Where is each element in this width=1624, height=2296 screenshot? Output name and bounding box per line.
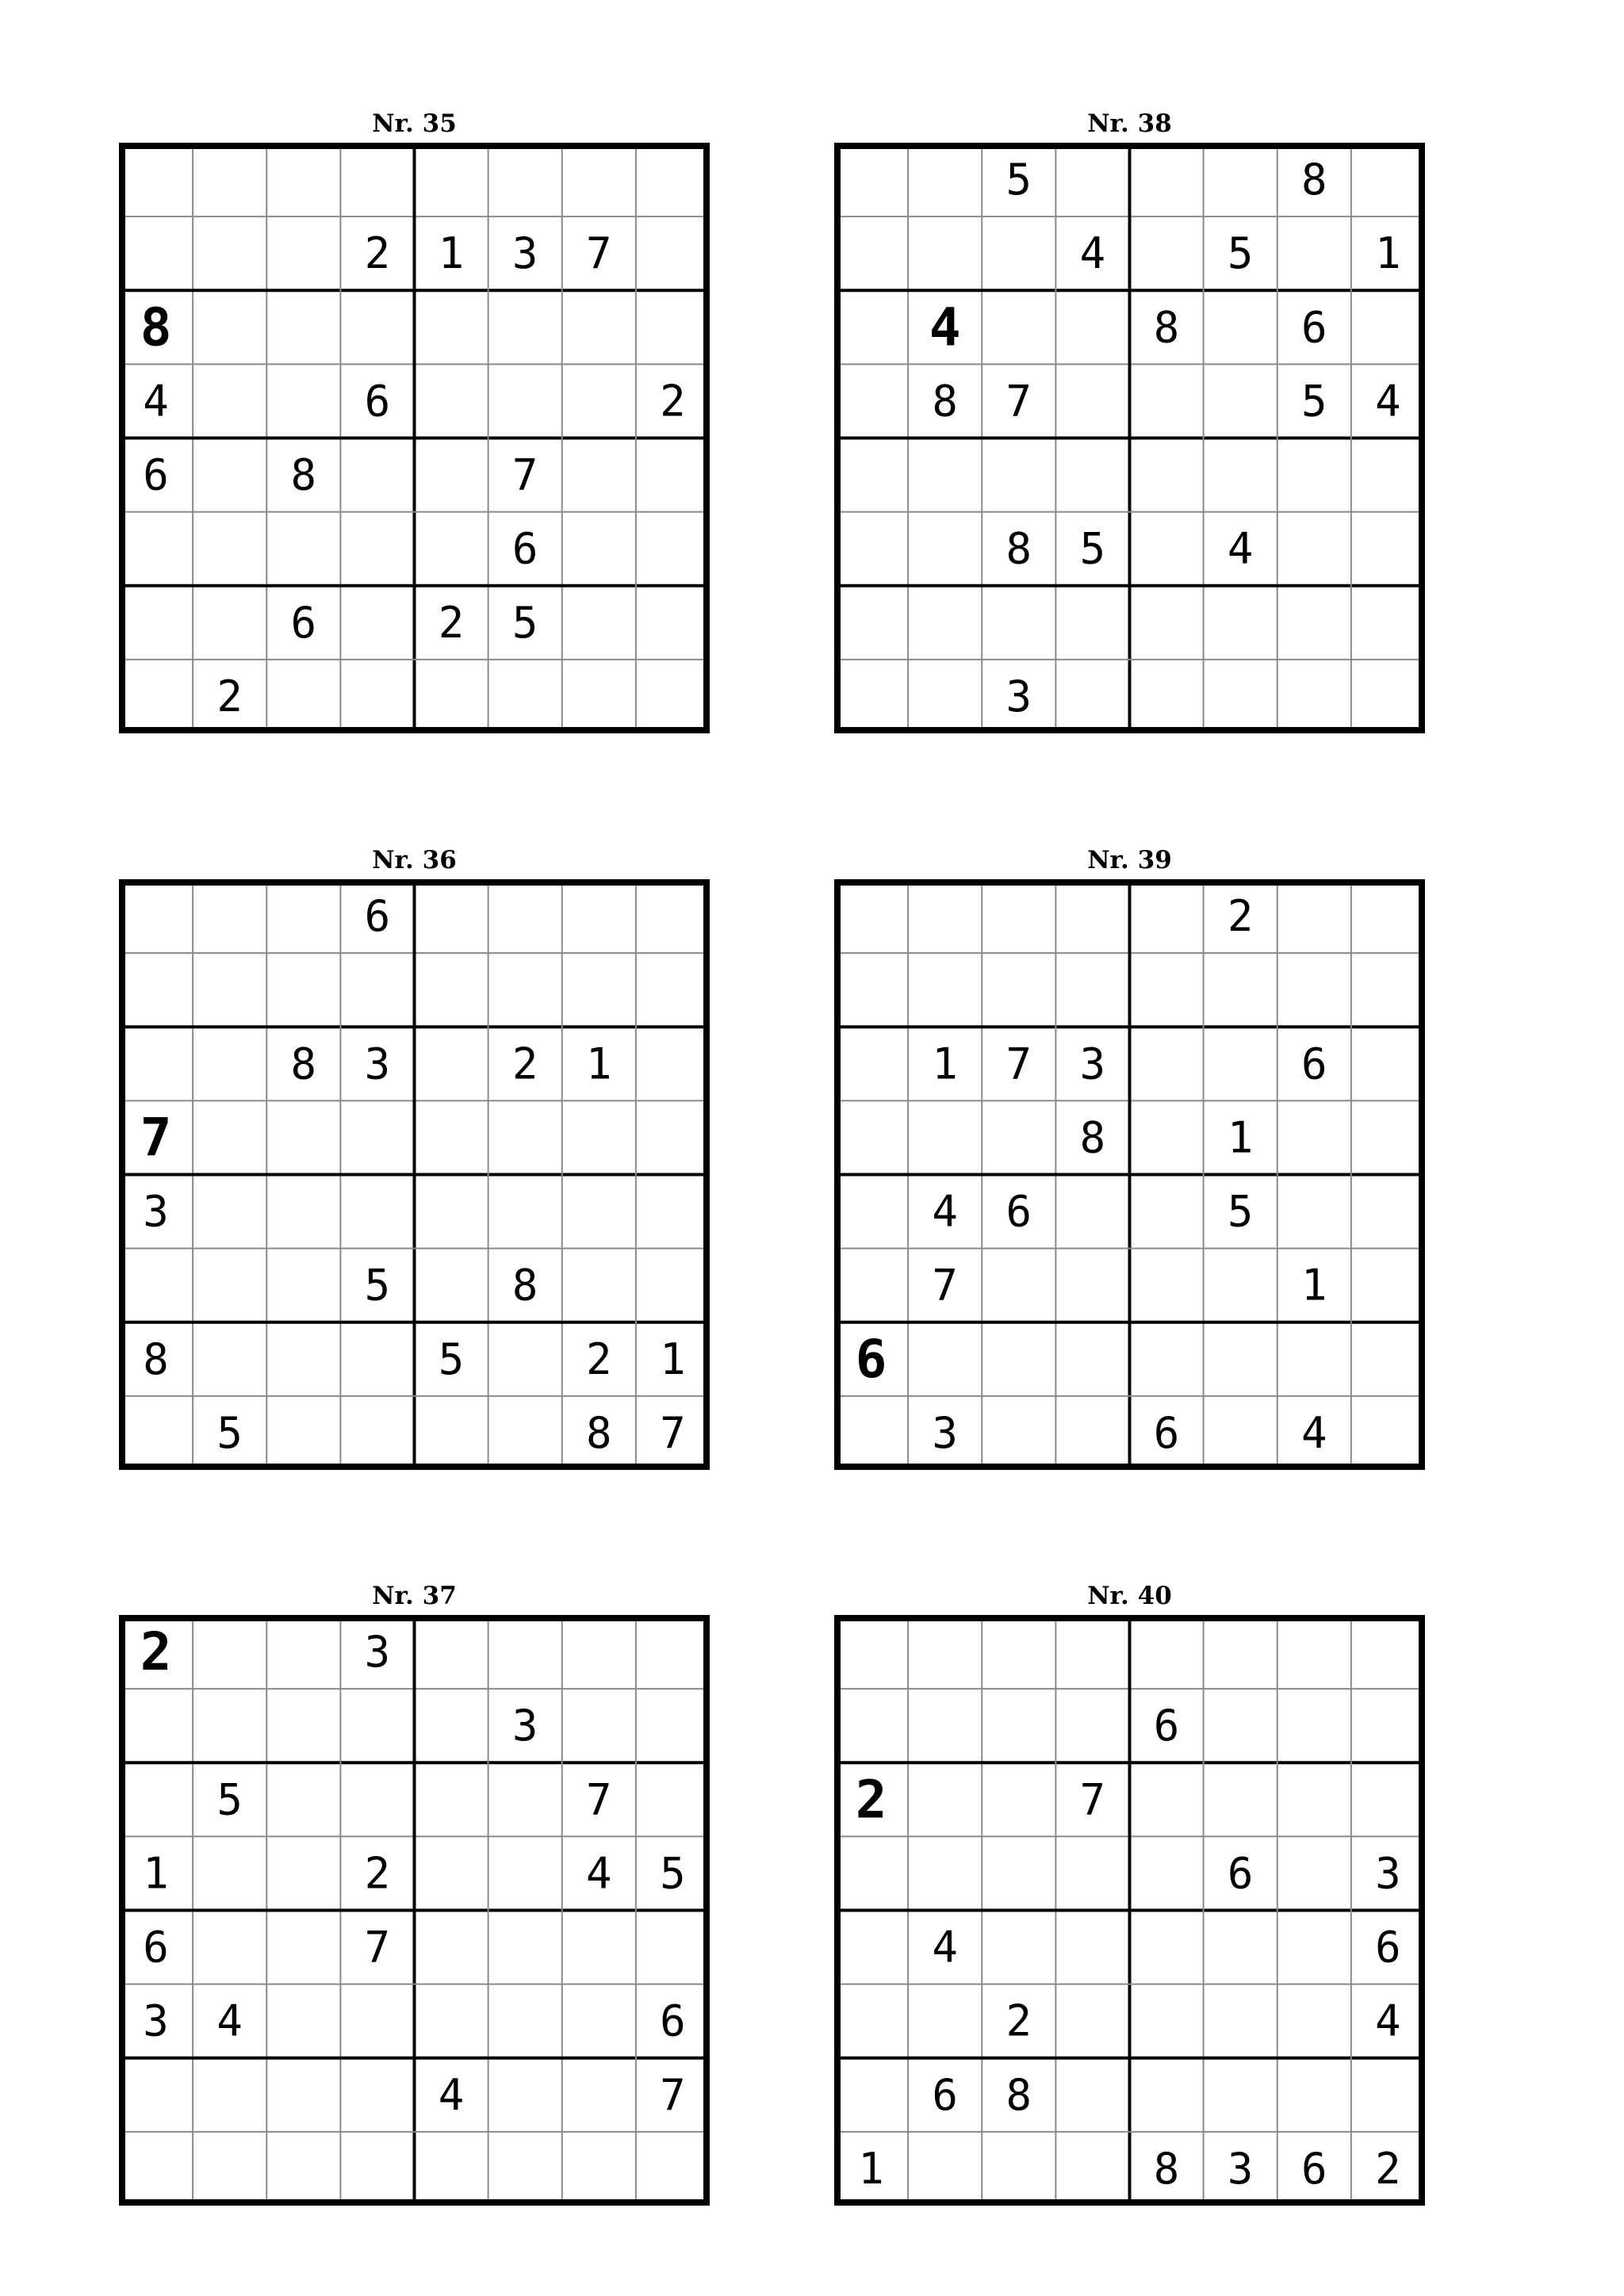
given-digit: 6 (660, 1996, 686, 2046)
sudoku-grid (834, 1615, 1425, 2206)
puzzle-title: Nr. 35 (372, 109, 457, 138)
given-digit: 3 (143, 1996, 169, 2046)
given-digit: 6 (511, 523, 538, 574)
given-digit: 5 (364, 1260, 391, 1311)
given-digit: 4 (143, 376, 169, 427)
given-digit: 7 (586, 228, 612, 279)
given-digit: 3 (1375, 1848, 1401, 1899)
given-digit: 2 (364, 228, 391, 279)
given-digit: 5 (216, 1407, 243, 1458)
given-digit: 8 (511, 1260, 538, 1311)
given-digit: 2 (364, 1848, 391, 1899)
given-digit: 5 (1079, 523, 1106, 574)
puzzle-title: Nr. 40 (1087, 1582, 1172, 1610)
given-digit: 6 (1153, 1701, 1180, 1751)
given-digit: 6 (1301, 2143, 1327, 2194)
given-digit: 1 (1227, 1112, 1254, 1163)
given-digit: 3 (1227, 2143, 1254, 2194)
given-digit: 6 (1301, 302, 1327, 353)
given-digit: 4 (586, 1848, 612, 1899)
given-digit: 2 (1227, 891, 1254, 942)
given-digit: 2 (660, 376, 686, 427)
given-digit: 5 (1301, 376, 1327, 427)
given-digit: 1 (438, 228, 465, 279)
sudoku-grid (119, 143, 710, 733)
given-digit-bold: 2 (140, 1621, 172, 1683)
given-digit: 3 (364, 1627, 391, 1678)
given-digit: 1 (858, 2143, 884, 2194)
given-digit: 5 (511, 597, 538, 648)
given-digit: 6 (1153, 1407, 1180, 1458)
given-digit: 7 (586, 1774, 612, 1825)
given-digit: 7 (1005, 1039, 1032, 1089)
given-digit: 2 (1005, 1996, 1032, 2046)
given-digit: 6 (932, 2069, 958, 2120)
given-digit: 2 (438, 597, 465, 648)
given-digit: 3 (143, 1186, 169, 1237)
sudoku-grid (834, 879, 1425, 1470)
given-digit: 8 (1301, 155, 1327, 205)
given-digit: 3 (511, 228, 538, 279)
given-digit: 3 (1079, 1039, 1106, 1089)
given-digit: 4 (1227, 523, 1254, 574)
given-digit: 3 (1005, 671, 1032, 721)
given-digit: 8 (1005, 2069, 1032, 2120)
given-digit: 8 (1005, 523, 1032, 574)
given-digit: 6 (1301, 1039, 1327, 1089)
given-digit: 8 (143, 1334, 169, 1384)
given-digit: 5 (438, 1334, 465, 1384)
given-digit: 6 (290, 597, 317, 648)
given-digit: 5 (1005, 155, 1032, 205)
given-digit: 3 (511, 1701, 538, 1751)
sudoku-grid (119, 1615, 710, 2206)
puzzle-title: Nr. 37 (372, 1582, 457, 1610)
given-digit: 4 (1079, 228, 1106, 279)
given-digit: 4 (1301, 1407, 1327, 1458)
given-digit: 4 (932, 1922, 958, 1973)
given-digit: 5 (1227, 228, 1254, 279)
given-digit: 7 (364, 1922, 391, 1973)
given-digit: 4 (932, 1186, 958, 1237)
given-digit: 8 (1079, 1112, 1106, 1163)
given-digit: 7 (660, 2069, 686, 2120)
given-digit: 7 (511, 450, 538, 500)
given-digit-bold: 2 (855, 1769, 887, 1831)
given-digit: 6 (364, 376, 391, 427)
given-digit: 1 (932, 1039, 958, 1089)
puzzle-title: Nr. 39 (1087, 846, 1172, 874)
given-digit: 8 (1153, 2143, 1180, 2194)
given-digit: 5 (660, 1848, 686, 1899)
given-digit-bold: 4 (929, 297, 961, 358)
given-digit: 6 (1227, 1848, 1254, 1899)
puzzle-title: Nr. 36 (372, 846, 457, 874)
given-digit: 1 (586, 1039, 612, 1089)
given-digit: 8 (586, 1407, 612, 1458)
given-digit: 7 (660, 1407, 686, 1458)
given-digit: 8 (932, 376, 958, 427)
given-digit: 8 (290, 450, 317, 500)
sudoku-grid (834, 143, 1425, 733)
given-digit: 2 (216, 671, 243, 721)
given-digit: 3 (364, 1039, 391, 1089)
given-digit: 8 (290, 1039, 317, 1089)
given-digit-bold: 6 (855, 1328, 887, 1390)
given-digit: 5 (216, 1774, 243, 1825)
given-digit: 5 (1227, 1186, 1254, 1237)
given-digit: 6 (143, 1922, 169, 1973)
given-digit: 7 (932, 1260, 958, 1311)
given-digit: 1 (143, 1848, 169, 1899)
given-digit: 1 (1301, 1260, 1327, 1311)
given-digit: 2 (511, 1039, 538, 1089)
given-digit: 6 (364, 891, 391, 942)
given-digit: 4 (1375, 376, 1401, 427)
given-digit: 2 (1375, 2143, 1401, 2194)
given-digit: 6 (1375, 1922, 1401, 1973)
given-digit: 6 (1005, 1186, 1032, 1237)
given-digit: 1 (1375, 228, 1401, 279)
given-digit: 4 (216, 1996, 243, 2046)
given-digit: 3 (932, 1407, 958, 1458)
given-digit: 6 (143, 450, 169, 500)
given-digit-bold: 8 (140, 297, 172, 358)
given-digit-bold: 7 (140, 1107, 172, 1169)
given-digit: 4 (438, 2069, 465, 2120)
given-digit: 7 (1079, 1774, 1106, 1825)
puzzle-title: Nr. 38 (1087, 109, 1172, 138)
given-digit: 2 (586, 1334, 612, 1384)
sudoku-grid (119, 879, 710, 1470)
given-digit: 1 (660, 1334, 686, 1384)
given-digit: 4 (1375, 1996, 1401, 2046)
given-digit: 8 (1153, 302, 1180, 353)
given-digit: 7 (1005, 376, 1032, 427)
